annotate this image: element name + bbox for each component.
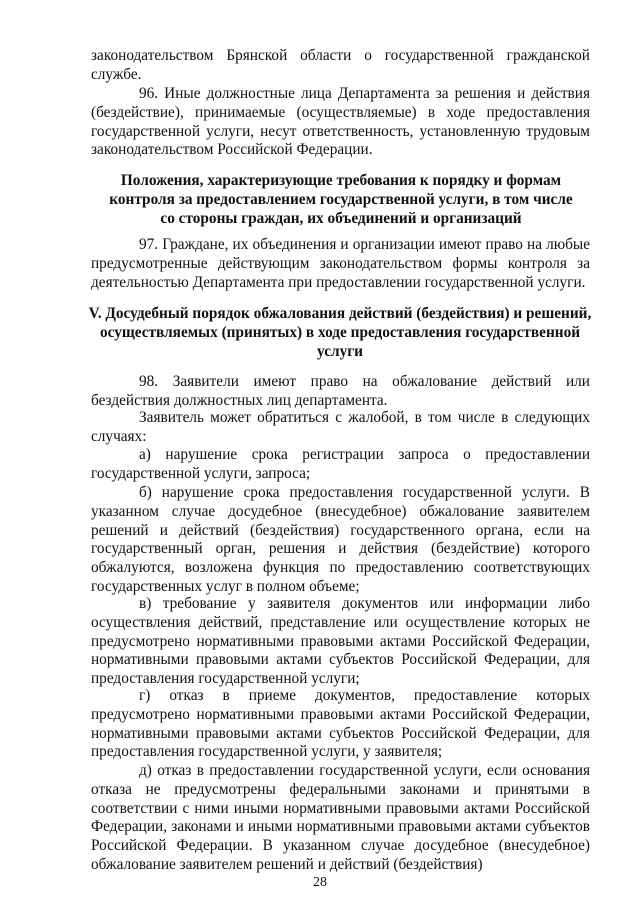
paragraph-97 (91, 236, 590, 292)
paragraph-text: 97. Граждане, их объединения и организации имеют право на любые предусмотренные действующим законодательством формы контроля за деятельностью Департамента при предоставлении государственной услуги. (91, 236, 590, 291)
paragraph-98 (91, 373, 590, 411)
paragraph-text: Заявитель может обратиться с жалобой, в том числе в следующих случаях: (91, 409, 590, 445)
list-item-d (91, 762, 590, 875)
paragraph-text: законодательством Брянской области о государственной гражданской службе. (91, 47, 590, 83)
paragraph-text: 98. Заявители имеют право на обжалование действий или бездействия должностных лиц департамента. (91, 373, 590, 409)
list-item-v (91, 595, 590, 689)
page-number: 28 (313, 875, 327, 890)
paragraph-text: б) нарушение срока предоставления государственной услуги. В указанном случае досудебное (внесудебное) обжалование заявителем решений и действий (бездействия) государственного органа, если на государственный орган, решения и действия (бездействие) которого обжалуются, возложена функция по предоставлению соответствующих государственных услуг в полном объеме; (91, 484, 590, 595)
paragraph-text: в) требование у заявителя документов или информации либо осуществления действий, представление или осуществление которых не предусмотрено нормативными правовыми актами Российской Федерации, нормативными правовыми актами субъектов Российской Федерации, для предоставления государственной услуги; (91, 595, 590, 688)
list-item-a (91, 446, 590, 484)
paragraph-text: г) отказ в приеме документов, предоставление которых предусмотрено нормативными правовыми актами Российской Федерации, нормативными правовыми актами субъектов Российской Федерации, для предоставления государственной услуги, у заявителя; (91, 687, 590, 761)
paragraph-text: д) отказ в предоставлении государственной услуги, если основания отказа не предусмотрены федеральными законами и принятыми в соответствии с ними иными нормативными правовыми актами Российской Федерации, законами и иными нормативными правовыми актами субъектов Российской Федерации. В указанном случае досудебное (внесудебное) обжалование заявителем решений и действий (бездействия) (91, 762, 590, 873)
paragraph-98-cases (91, 409, 590, 447)
section-heading-v (86, 305, 594, 361)
paragraph-text: 96. Иные должностные лица Департамента за решения и действия (бездействие), принимаемые (осуществляемые) в ходе предоставления государственной услуги, несут ответственность, установленную трудовым законодательством Российской Федерации. (91, 85, 590, 159)
list-item-b (91, 484, 590, 597)
section-heading-control (108, 172, 574, 228)
heading-text: V. Досудебный порядок обжалования действий (бездействия) и решений, осуществляемых (принятых) в ходе предоставления государственной услуги (88, 305, 592, 360)
heading-text: Положения, характеризующие требования к порядку и формам контроля за предоставлением государственной услуги, в том числе со стороны граждан, их объединений и организаций (109, 172, 573, 227)
list-item-g (91, 687, 590, 762)
paragraph-96 (91, 85, 590, 160)
paragraph-continuation (91, 47, 590, 85)
paragraph-text: а) нарушение срока регистрации запроса о предоставлении государственной услуги, запроса; (91, 446, 590, 482)
